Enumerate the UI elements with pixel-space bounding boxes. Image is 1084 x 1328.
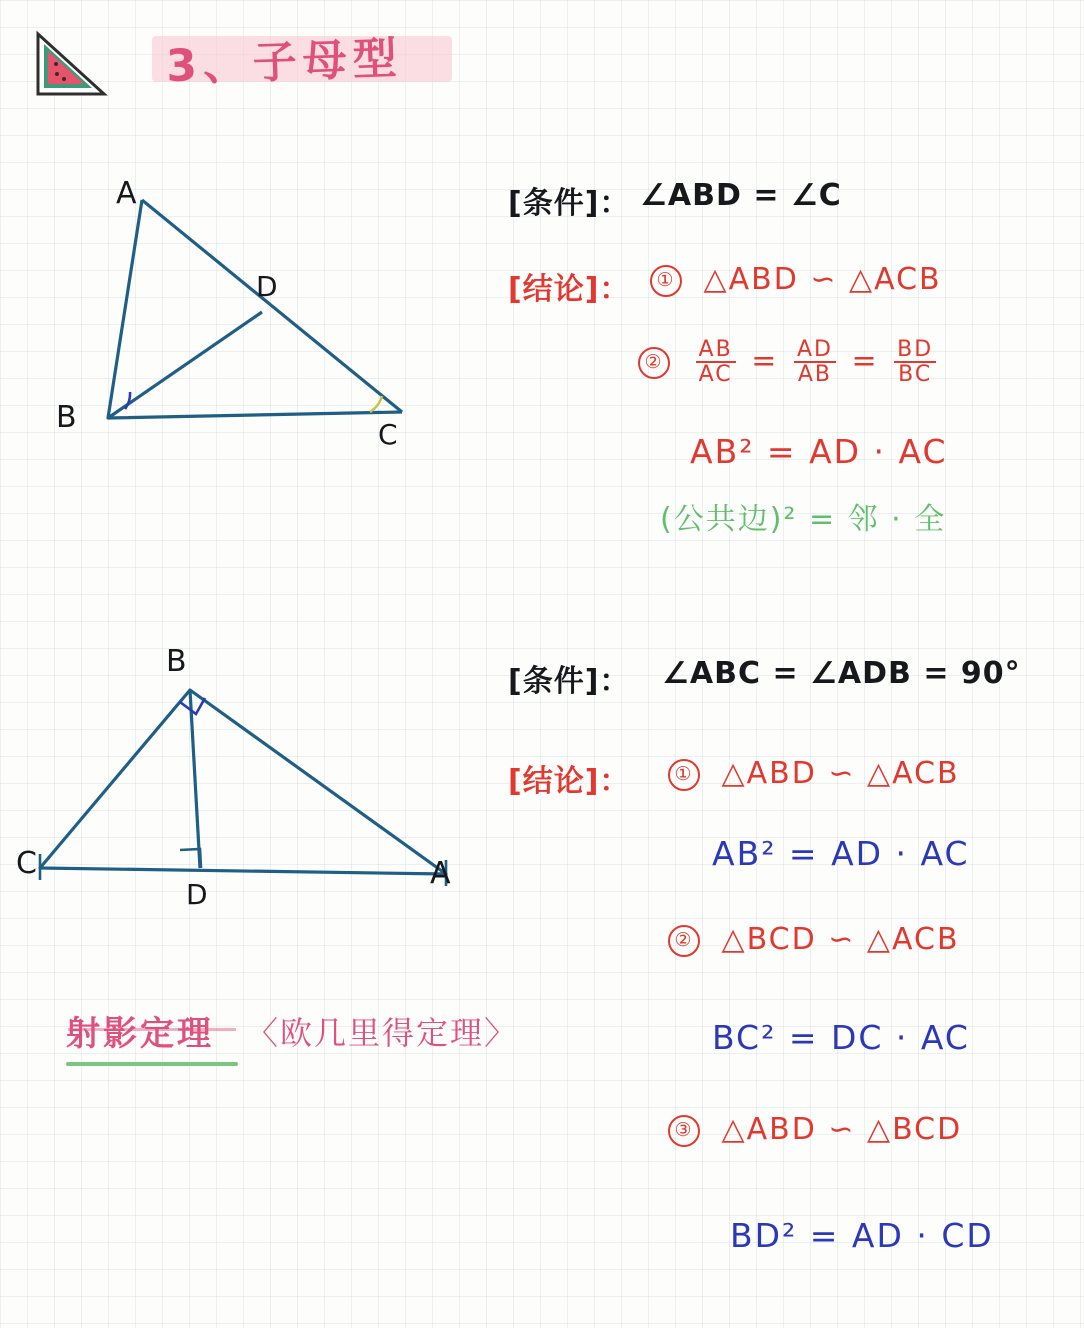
- page-title: [152, 22, 462, 98]
- diagram-1-label-d: D: [256, 270, 278, 303]
- section2-conclusion-label: [结论]：: [508, 764, 631, 799]
- ratio-1-denominator: AC: [696, 361, 736, 386]
- diagram-2: [10, 640, 480, 930]
- diagram-2-label-c: C: [16, 846, 37, 881]
- section1-condition-label: [条件]：: [508, 186, 631, 221]
- diagram-1-label-b: B: [56, 400, 77, 435]
- section2-item-2: [668, 922, 960, 957]
- watermelon-slice-icon: [30, 24, 114, 102]
- section1-ratio-2: [794, 338, 836, 386]
- ratio-1-numerator: AB: [698, 337, 733, 362]
- diagram-1-label-a: A: [116, 176, 137, 211]
- section1-identity-note: (公共边)² = 邻 · 全: [660, 502, 947, 537]
- ratio-2-numerator: AD: [796, 337, 833, 362]
- section1-item1-marker: ①: [650, 265, 682, 297]
- section2-item-2-marker: ②: [668, 925, 700, 957]
- theorem-underline: [66, 1062, 238, 1066]
- section1-item2: [638, 338, 940, 386]
- section2-item-1: [668, 756, 960, 791]
- section1-ratio-eq-1: =: [751, 343, 779, 379]
- diagram-1-label-c: C: [378, 418, 398, 451]
- section2-item-2-formula: BC² = DC · AC: [712, 1018, 970, 1057]
- section2-item-1-marker: ①: [668, 759, 700, 791]
- section2-item-1-formula: AB² = AD · AC: [712, 834, 970, 873]
- section1-condition-text: ∠ABD = ∠C: [640, 178, 842, 213]
- section1-ratio-1: [696, 338, 736, 386]
- section1-conclusion-label: [结论]：: [508, 272, 631, 307]
- diagram-2-label-d: D: [186, 878, 208, 911]
- theorem-alt-name: 〈欧几里得定理〉: [246, 1014, 519, 1052]
- diagram-2-label-a: A: [430, 856, 451, 891]
- ratio-3-numerator: BD: [897, 337, 934, 362]
- diagram-1: [30, 160, 450, 480]
- ratio-3-denominator: BC: [894, 361, 936, 386]
- section1-identity: AB² = AD · AC: [690, 432, 948, 471]
- section1-ratio-3: [894, 338, 936, 386]
- page-title-text: 3、子母型: [165, 32, 404, 93]
- section1-item2-marker: ②: [638, 347, 670, 379]
- section1-ratio-eq-2: =: [851, 343, 879, 379]
- section2-condition-text: ∠ABC = ∠ADB = 90°: [662, 656, 1021, 691]
- section1-item1-text: △ABD ∽ △ACB: [703, 262, 942, 297]
- section2-condition-label: [条件]：: [508, 664, 631, 699]
- section2-item-3-formula: BD² = AD · CD: [730, 1216, 994, 1255]
- section1-item1: [650, 262, 942, 297]
- section2-item-2-text: △BCD ∽ △ACB: [721, 922, 960, 957]
- ratio-2-denominator: AB: [794, 361, 836, 386]
- section2-item-3-marker: ③: [668, 1115, 700, 1147]
- theorem-name: 射影定理: [66, 1014, 214, 1054]
- section2-item-3: [668, 1112, 962, 1147]
- section2-item-1-text: △ABD ∽ △ACB: [721, 756, 960, 791]
- diagram-2-label-b: B: [166, 644, 187, 679]
- section2-item-3-text: △ABD ∽ △BCD: [721, 1112, 963, 1147]
